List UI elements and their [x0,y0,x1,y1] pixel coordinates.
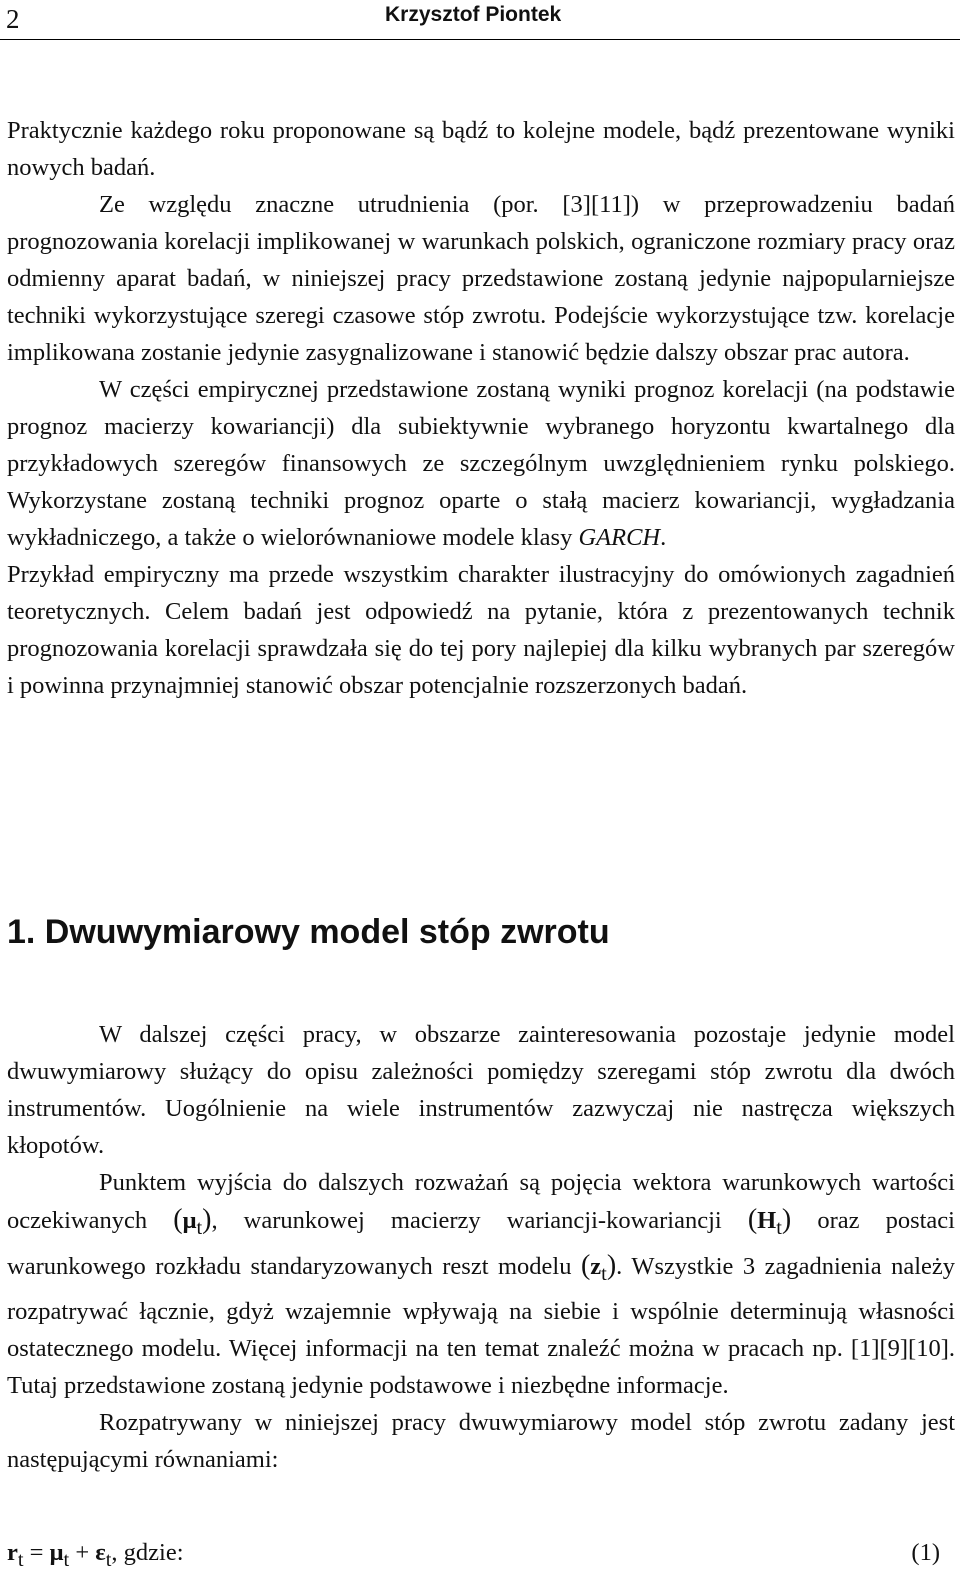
z-symbol: z [590,1252,602,1280]
page-number: 2 [6,4,20,34]
eq-mu: μ [49,1539,64,1566]
intro-paragraph-3-text: W części empirycznej przedstawione zostaną wyniki prognoz korelacji (na podstawie prognoz macierzy kowariancji) dla subiektywnie wybranego horyzontu kwartalnego dla przykładowych szeregów finansowych ze szczególnym uwzględnieniem rynku polskiego. Wykorzystane zostaną techniki prognoz oparte o stałą macierz kowariancji, wygładzania wykładniczego, a także o wielorównaniowe modele klasy [7,376,955,551]
section-paragraph-3: Rozpatrywany w niniejszej pracy dwuwymiarowy model stóp zwrotu zadany jest następującymi równaniami: [7,1408,955,1473]
equation-number: (1) [911,1539,940,1566]
section-paragraph-1: W dalszej części pracy, w obszarze zainteresowania pozostaje jedynie model dwuwymiarowy służący do opisu zależności pomiędzy szeregami stóp zwrotu dla dwóch instrumentów. Uogólnienie na wiele instrumentów zazwyczaj nie nastręcza większych kłopotów. [7,1021,955,1159]
intro-paragraph-4: Przykład empiryczny ma przede wszystkim charakter ilustracyjny do omówionych zagadnień teoretycznych. Celem badań jest odpowiedź na pytanie, która z prezentowanych technik prognozowania korelacji sprawdzała się do tej pory najlepiej dla kilku wybranych par szeregów i powinna przynajmniej stanowić obszar potencjalnie rozszerzonych badań. [7,561,955,699]
mu-symbol: μ [182,1207,197,1234]
section-paragraph-2: Punktem wyjścia do dalszych rozważań są pojęcia wektora warunkowych wartości oczekiwanych $(\mu_t)$, warunkowej macierzy wariancji-kowariancji $(H_t)$ oraz postaci warunkowego rozkładu standaryzowanych reszt modelu $(z_t)$. Wszystkie 3 zagadnienia należy rozpatrywać łącznie, gdyż wzajemnie wpływają na siebie i wspólnie determinują własności ostatecznego modelu. Więcej informacji na ten temat znaleźć można w pracach np. [1][9][10]. Tutaj przedstawione zostaną jedynie podstawowe i niezbędne informacje. [7,1169,955,1399]
eq-r: r [7,1539,18,1566]
header-rule [0,39,960,40]
intro-paragraph-2: Ze względu znaczne utrudnienia (por. [3][11]) w przeprowadzeniu badań prognozowania korelacji implikowanej w warunkach polskich, ograniczone rozmiary pracy oraz odmienny aparat badań, w niniejszej pracy przedstawione zostaną jedynie najpopularniejsze techniki wykorzystujące szeregi czasowe stóp zwrotu. Podejście wykorzystujące tzw. korelacje implikowana zostanie jedynie zasygnalizowane i stanowić będzie dalszy obszar prac autora. [7,191,955,366]
intro-paragraph-3: W części empirycznej przedstawione zostaną wyniki prognoz korelacji (na podstawie prognoz macierzy kowariancji) dla subiektywnie wybranego horyzontu kwartalnego dla przykładowych szeregów finansowych ze szczególnym uwzględnieniem rynku polskiego. Wykorzystane zostaną techniki prognoz oparte o stałą macierz kowariancji, wygładzania wykładniczego, a także o wielorównaniowe modele klasy GARCH. [7,376,955,551]
section-heading: 1. Dwuwymiarowy model stóp zwrotu [7,913,610,951]
section-1-body [7,1016,955,1478]
equation-1: $r_t = \mu_t + \varepsilon_t$, gdzie: (1) [7,1534,955,1579]
garch-term: GARCH [578,524,661,551]
h-symbol: H [757,1207,777,1234]
eq-epsilon: ε [95,1539,106,1566]
running-title: Krzysztof Piontek [385,3,562,26]
page-header [0,0,960,52]
intro-paragraph-1: Praktycznie każdego roku proponowane są bądź to kolejne modele, bądź prezentowane wyniki nowych badań. [7,117,955,181]
intro-section [7,112,955,704]
